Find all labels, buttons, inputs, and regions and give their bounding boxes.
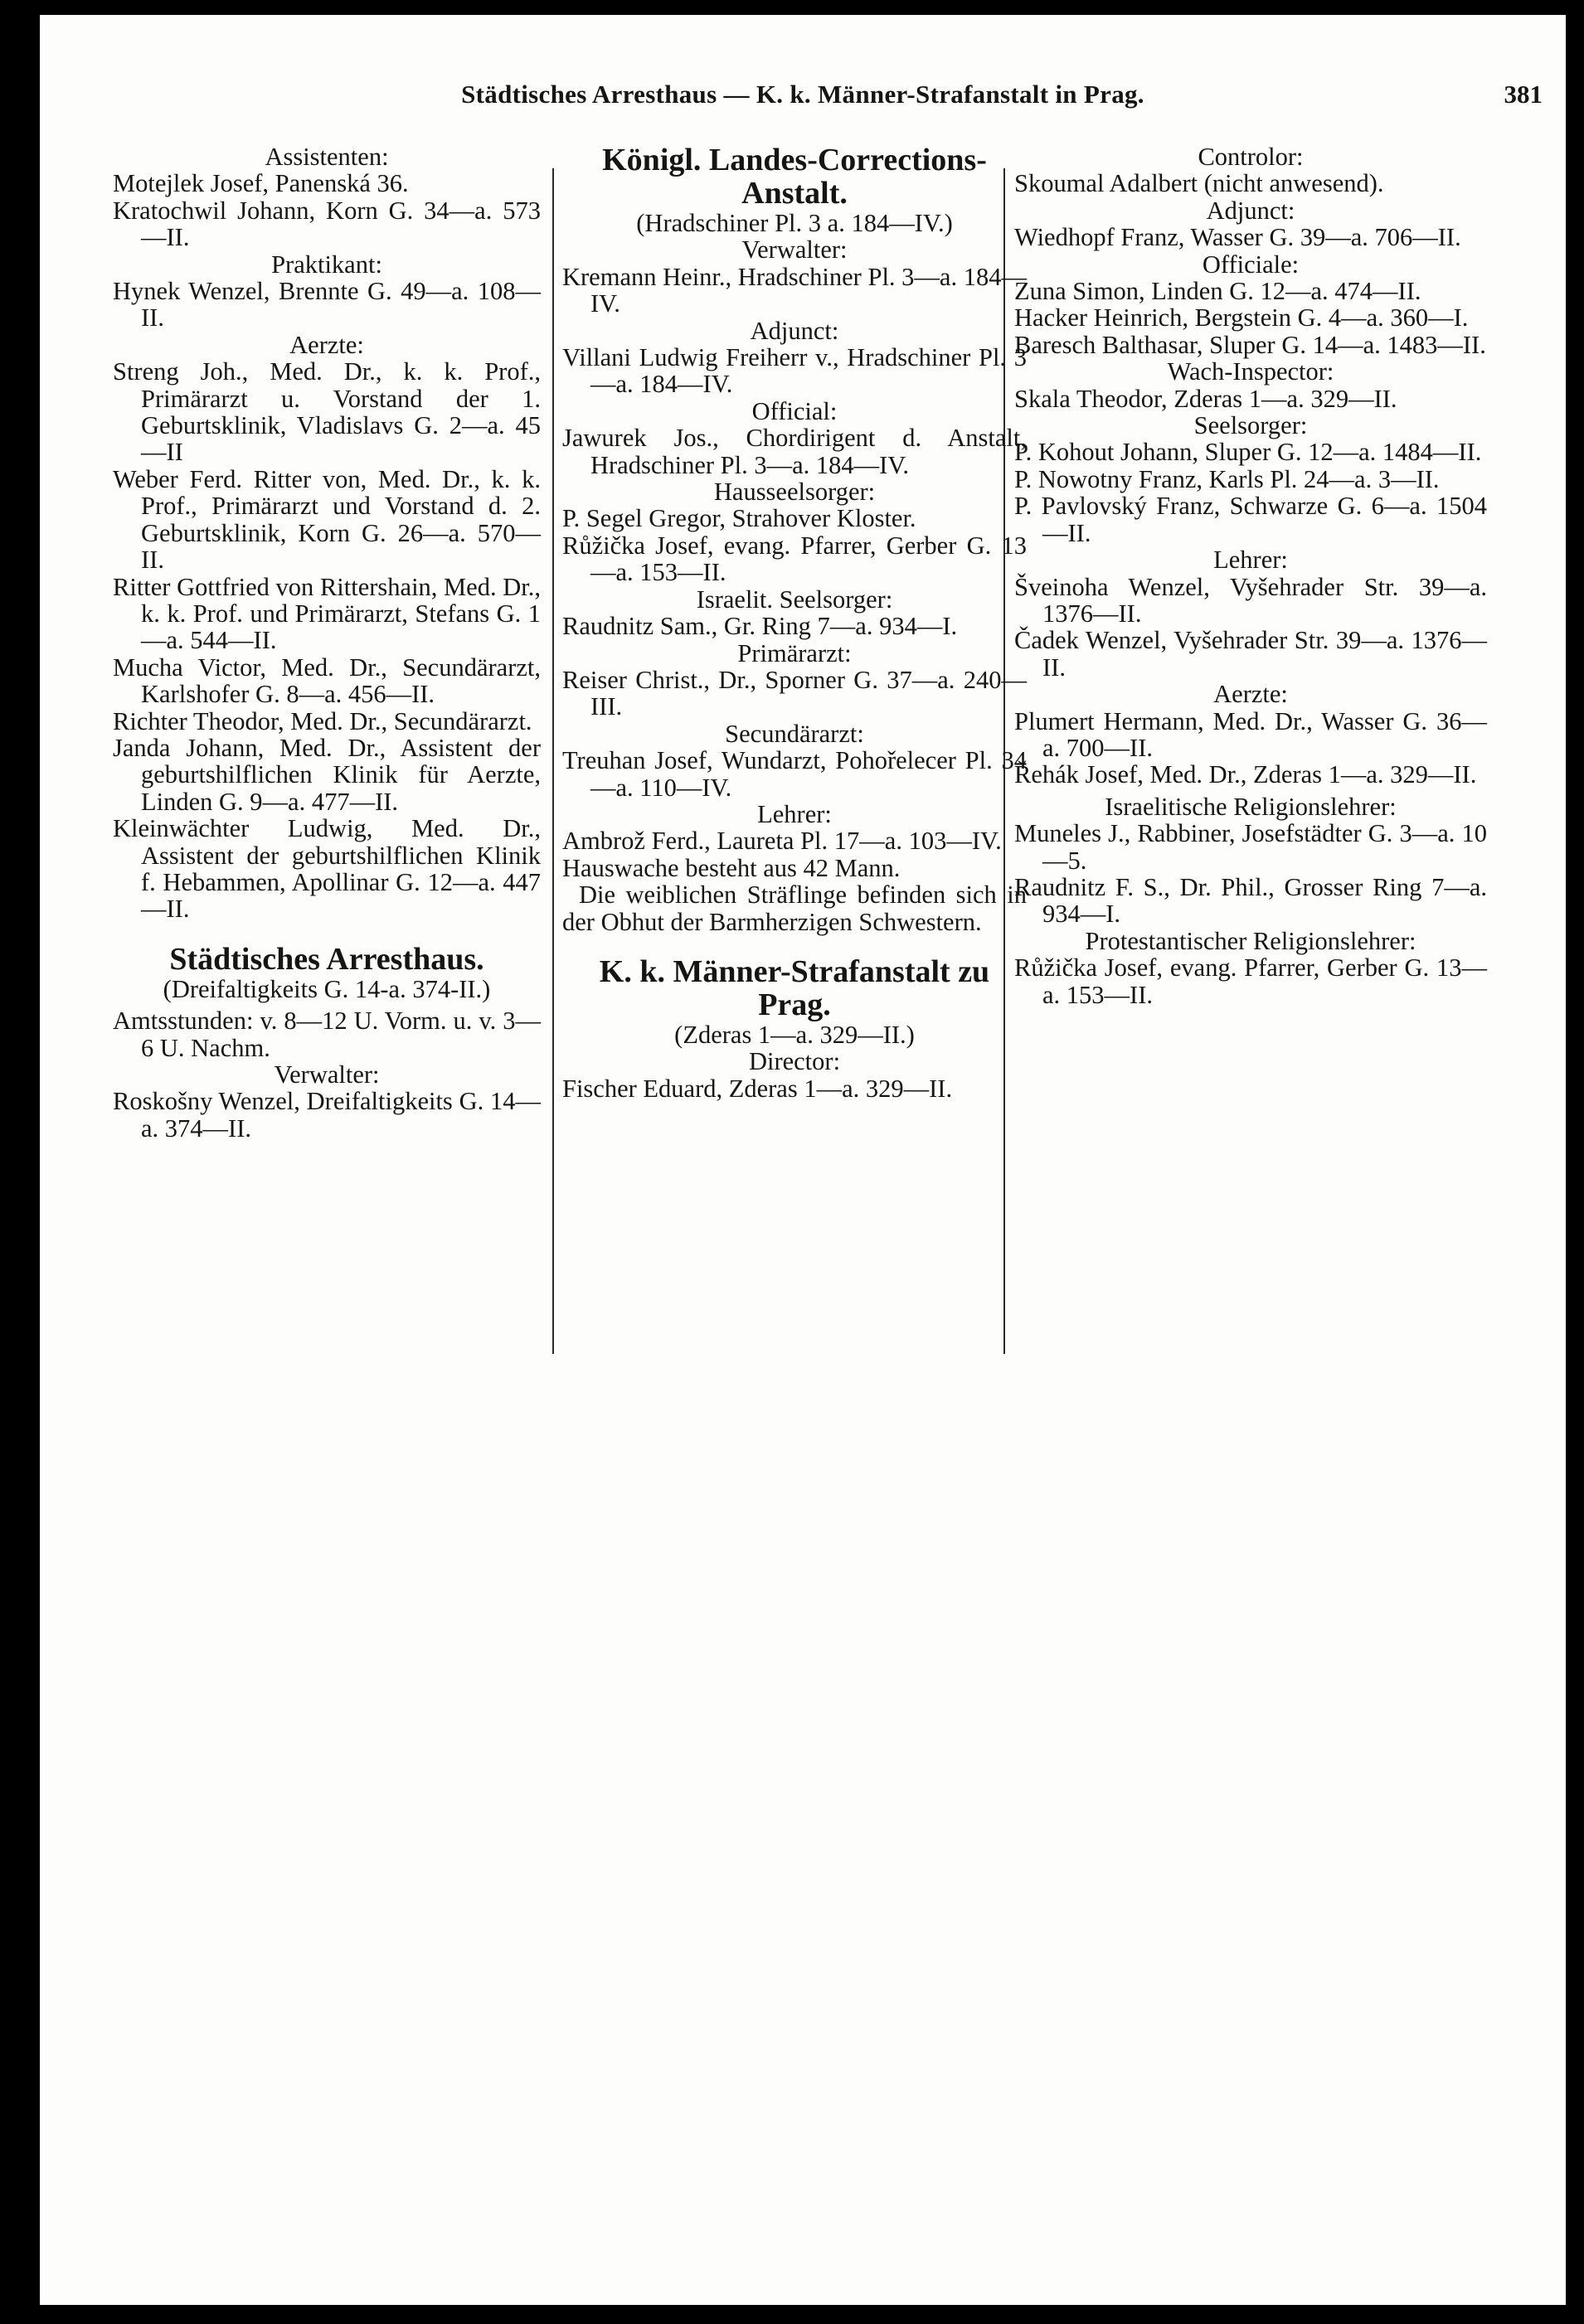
- entry: Wiedhopf Franz, Wasser G. 39—a. 706—II.: [1014, 223, 1461, 252]
- entry: Růžička Josef, evang. Pfarrer, Gerber G. 13—a. 153—II.: [562, 531, 1027, 587]
- section-head: Seelsorger:: [1193, 411, 1308, 440]
- entry: Muneles J., Rabbiner, Josefstädter G. 3—a. 10—5.: [1014, 819, 1487, 875]
- entry: Roskošny Wenzel, Dreifaltigkeits G. 14—a. 374—II.: [113, 1087, 541, 1143]
- section-head: Assistenten:: [265, 143, 389, 171]
- section-head: Verwalter:: [741, 235, 848, 264]
- office-hours: Amtsstunden: v. 8—12 U. Vorm. u. v. 3—6 U. Nachm.: [113, 1007, 541, 1062]
- entry: Plumert Hermann, Med. Dr., Wasser G. 36—a. 700—II.: [1014, 706, 1487, 762]
- entry: Skala Theodor, Zderas 1—a. 329—II.: [1014, 384, 1397, 413]
- entry: P. Nowotny Franz, Karls Pl. 24—a. 3—II.: [1014, 464, 1440, 493]
- section-head: Secundärarzt:: [725, 719, 864, 748]
- column-1: [113, 143, 541, 1142]
- entry: Janda Johann, Med. Dr., Assistent der geburtshilflichen Klinik für Aerzte, Linden G. 9—a. 477—II.: [113, 733, 541, 816]
- entry: Mucha Victor, Med. Dr., Secundärarzt, Karlshofer G. 8—a. 456—II.: [113, 653, 541, 709]
- entry: Jawurek Jos., Chordirigent d. Anstalt, Hradschiner Pl. 3—a. 184—IV.: [562, 424, 1027, 479]
- section-head: Hausseelsorger:: [713, 478, 876, 507]
- institution-title: Königl. Landes-Corrections-Anstalt.: [602, 143, 987, 211]
- section-head: Aerzte:: [1213, 680, 1288, 709]
- section-head: Official:: [751, 396, 838, 425]
- section-head: Lehrer:: [757, 799, 832, 828]
- section-head: Primärarzt:: [737, 638, 852, 667]
- column-2: [562, 143, 1027, 1102]
- institution-title: Städtisches Arresthaus.: [169, 941, 484, 977]
- page-number: 381: [1504, 80, 1543, 109]
- institution-address: (Hradschiner Pl. 3 a. 184—IV.): [636, 209, 953, 237]
- note: Hauswache besteht aus 42 Mann.: [562, 853, 901, 882]
- entry: Motejlek Josef, Panenská 36.: [113, 169, 409, 198]
- entry: P. Kohout Johann, Sluper G. 12—a. 1484—II.: [1014, 438, 1482, 467]
- section-head: Aerzte:: [289, 330, 364, 359]
- entry: Kleinwächter Ludwig, Med. Dr., Assistent der geburtshilflichen Klinik f. Hebammen, Apollinar G. 12—a. 447—II.: [113, 814, 541, 924]
- section-head: Officiale:: [1202, 250, 1300, 279]
- page: [40, 15, 1566, 2305]
- section-head: Lehrer:: [1213, 546, 1288, 575]
- entry: P. Segel Gregor, Strahover Kloster.: [562, 504, 916, 533]
- entry: P. Pavlovský Franz, Schwarze G. 6—a. 1504—II.: [1014, 492, 1487, 547]
- entry: Ritter Gottfried von Rittershain, Med. Dr., k. k. Prof. und Primärarzt, Stefans G. 1—a. 544—II.: [113, 572, 541, 655]
- entry: Reiser Christ., Dr., Sporner G. 37—a. 240—III.: [562, 665, 1027, 721]
- section-head: Controlor:: [1198, 143, 1304, 171]
- entry: Streng Joh., Med. Dr., k. k. Prof., Primärarzt u. Vorstand der 1. Geburtsklinik, Vladislavs G. 2—a. 45—II: [113, 357, 541, 467]
- section-head: Wach-Inspector:: [1167, 357, 1334, 386]
- section-head: Adjunct:: [750, 316, 839, 345]
- entry: Hynek Wenzel, Brennte G. 49—a. 108—II.: [113, 277, 541, 332]
- entry: Řehák Josef, Med. Dr., Zderas 1—a. 329—II.: [1014, 760, 1477, 789]
- entry: Raudnitz F. S., Dr. Phil., Grosser Ring 7—a. 934—I.: [1014, 872, 1487, 929]
- entry: Hacker Heinrich, Bergstein G. 4—a. 360—I.: [1014, 303, 1469, 332]
- page-header: [40, 80, 1566, 121]
- section-head: Praktikant:: [271, 250, 382, 279]
- entry: Richter Theodor, Med. Dr., Secundärarzt.: [113, 706, 532, 735]
- entry: Fischer Eduard, Zderas 1—a. 329—II.: [562, 1074, 953, 1103]
- note: Die weiblichen Sträflinge befinden sich in der Obhut der Barmherzigen Schwestern.: [562, 881, 1027, 936]
- entry: Raudnitz Sam., Gr. Ring 7—a. 934—I.: [562, 612, 958, 641]
- column-rule-1: [552, 168, 554, 1354]
- running-head: Städtisches Arresthaus — K. k. Männer-Strafanstalt in Prag.: [461, 80, 1144, 109]
- institution-address: (Zderas 1—a. 329—II.): [674, 1020, 915, 1049]
- entry: Růžička Josef, evang. Pfarrer, Gerber G. 13—a. 153—II.: [1014, 953, 1487, 1009]
- section-head: Protestantischer Religionslehrer:: [1085, 926, 1416, 955]
- entry: Kratochwil Johann, Korn G. 34—a. 573—II.: [113, 196, 541, 252]
- entry: Villani Ludwig Freiherr v., Hradschiner Pl. 3—a. 184—IV.: [562, 343, 1027, 399]
- section-head: Verwalter:: [274, 1060, 380, 1089]
- section-head: Israelitische Religionslehrer:: [1105, 792, 1397, 821]
- institution-address: (Dreifaltigkeits G. 14-a. 374-II.): [163, 974, 491, 1003]
- section-head: Adjunct:: [1206, 196, 1295, 225]
- section-head: Israelit. Seelsorger:: [696, 585, 893, 614]
- column-3: [1014, 143, 1487, 1008]
- entry: Weber Ferd. Ritter von, Med. Dr., k. k. Prof., Primärarzt und Vorstand d. 2. Geburtsklinik, Korn G. 26—a. 570—II.: [113, 464, 541, 575]
- entry: Baresch Balthasar, Sluper G. 14—a. 1483—II.: [1014, 330, 1486, 359]
- entry: Zuna Simon, Linden G. 12—a. 474—II.: [1014, 277, 1421, 306]
- entry: Kremann Heinr., Hradschiner Pl. 3—a. 184—IV.: [562, 262, 1027, 318]
- entry: Šveinoha Wenzel, Vyšehrader Str. 39—a. 1376—II.: [1014, 572, 1487, 628]
- entry: Skoumal Adalbert (nicht anwesend).: [1014, 169, 1384, 198]
- institution-title: K. k. Männer-Strafanstalt zu Prag.: [599, 953, 990, 1022]
- entry: Čadek Wenzel, Vyšehrader Str. 39—a. 1376—II.: [1014, 626, 1487, 682]
- entry: Ambrož Ferd., Laureta Pl. 17—a. 103—IV.: [562, 827, 1002, 856]
- section-head: Director:: [748, 1047, 841, 1076]
- entry: Treuhan Josef, Wundarzt, Pohořelecer Pl. 34—a. 110—IV.: [562, 746, 1027, 802]
